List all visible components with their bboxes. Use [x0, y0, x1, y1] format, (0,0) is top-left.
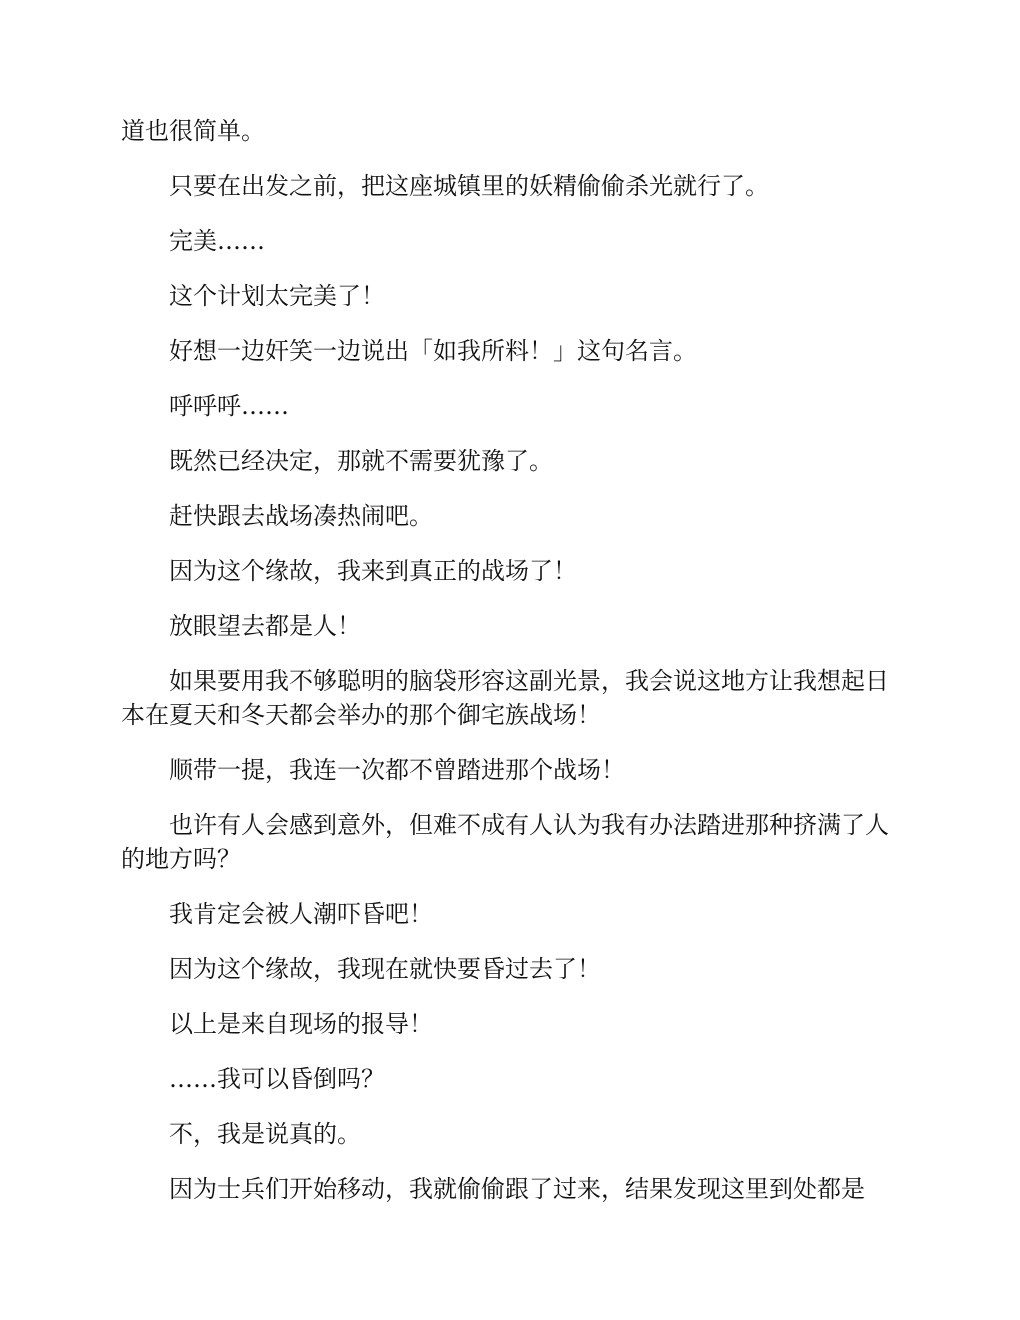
paragraph: 因为士兵们开始移动，我就偷偷跟了过来，结果发现这里到处都是 — [169, 1175, 865, 1203]
paragraph: 如果要用我不够聪明的脑袋形容这副光景，我会说这地方让我想起日本在夏天和冬天都会举办的那个御宅族战场！ — [121, 667, 889, 729]
paragraph: 既然已经决定，那就不需要犹豫了。 — [169, 447, 553, 475]
paragraph: 不，我是说真的。 — [169, 1120, 361, 1148]
paragraph: 道也很简单。 — [121, 117, 265, 145]
paragraph: 只要在出发之前，把这座城镇里的妖精偷偷杀光就行了。 — [169, 172, 769, 200]
paragraph: 赶快跟去战场凑热闹吧。 — [169, 502, 433, 530]
paragraph: 放眼望去都是人！ — [169, 612, 361, 640]
paragraph: 以上是来自现场的报导！ — [169, 1010, 433, 1038]
paragraph: 这个计划太完美了！ — [169, 282, 385, 310]
paragraph: 因为这个缘故，我来到真正的战场了！ — [169, 557, 577, 585]
paragraph: 呼呼呼…… — [169, 392, 289, 420]
paragraph: 也许有人会感到意外，但难不成有人认为我有办法踏进那种挤满了人的地方吗？ — [121, 811, 889, 873]
paragraph: 我肯定会被人潮吓昏吧！ — [169, 900, 433, 928]
paragraph: 好想一边奸笑一边说出「如我所料！」这句名言。 — [169, 337, 697, 365]
paragraph: 因为这个缘故，我现在就快要昏过去了！ — [169, 955, 601, 983]
body-text — [121, 114, 901, 1227]
paragraph: 完美…… — [169, 227, 265, 255]
paragraph: ……我可以昏倒吗？ — [169, 1065, 385, 1093]
paragraph: 顺带一提，我连一次都不曾踏进那个战场！ — [169, 756, 625, 784]
